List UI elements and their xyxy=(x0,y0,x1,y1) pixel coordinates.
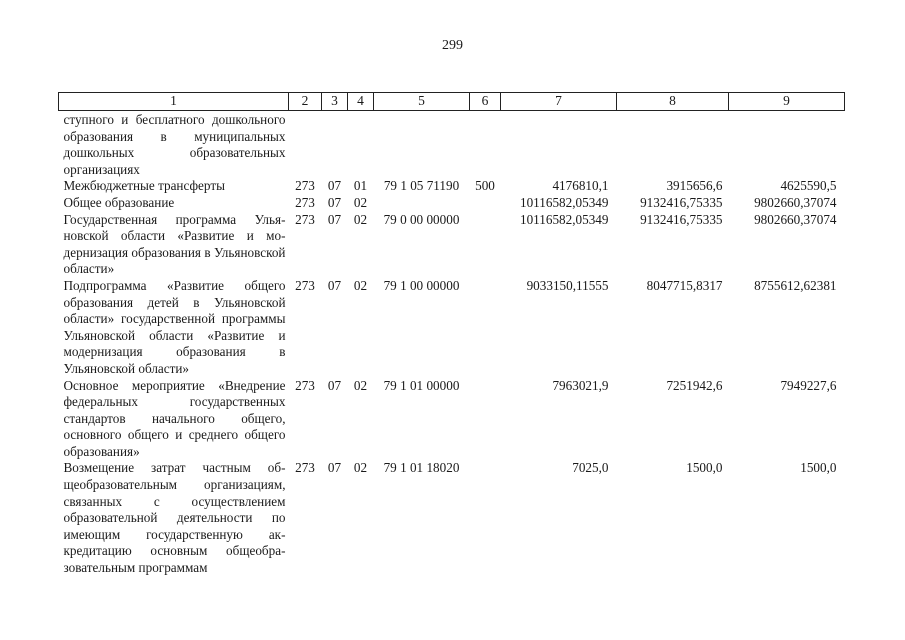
row-amount-col7: 10116582,05349 xyxy=(519,194,609,210)
row-amount-col9: 9802660,37074 xyxy=(754,194,837,210)
header-col-6: 6 xyxy=(470,93,501,111)
row-expense-type xyxy=(470,278,501,378)
row-name: Подпрограмма «Развитие общего образования детей в Ульяновской области» государственной программы Ульяновской области «Развитие и модернизация образования в Ульяновской области» xyxy=(63,277,286,376)
row-amount-col7: 7025,0 xyxy=(572,460,609,476)
row-amount-col9: 1500,0 xyxy=(800,460,837,476)
row-section-code xyxy=(322,111,348,179)
row-section-code: 07 xyxy=(327,194,342,210)
row-amount-col8: 7251942,6 xyxy=(666,377,723,393)
row-amount-col7: 9033150,11555 xyxy=(526,277,609,293)
row-subsection-code: 02 xyxy=(353,460,368,476)
row-name: Межбюджетные трансферты xyxy=(63,178,225,194)
row-target-code: 79 1 00 00000 xyxy=(383,277,460,293)
row-expense-type xyxy=(470,460,501,576)
row-amount-col7: 10116582,05349 xyxy=(519,211,609,227)
row-subsection-code: 02 xyxy=(353,211,368,227)
row-name: Возмещение затрат частным общеобразовательным организациям, связанных с осуществлением образовательной деятельности по имеющим государственную аккредитацию основным общеобразовательным программам xyxy=(63,460,286,576)
header-col-8: 8 xyxy=(617,93,729,111)
row-ministry-code: 273 xyxy=(295,194,315,210)
row-ministry-code xyxy=(289,111,322,179)
row-expense-type xyxy=(470,378,501,461)
header-col-4: 4 xyxy=(348,93,374,111)
row-section-code: 07 xyxy=(327,178,342,194)
row-ministry-code: 273 xyxy=(295,178,315,194)
table-row xyxy=(59,460,845,576)
row-subsection-code xyxy=(348,111,374,179)
table-row xyxy=(59,178,845,195)
header-col-1: 1 xyxy=(59,93,289,111)
row-section-code: 07 xyxy=(327,460,342,476)
row-target-code: 79 1 05 71190 xyxy=(383,178,460,194)
row-ministry-code: 273 xyxy=(295,211,315,227)
table-row xyxy=(59,378,845,461)
row-amount-col8: 3915656,6 xyxy=(666,178,723,194)
row-section-code: 07 xyxy=(327,211,342,227)
row-subsection-code: 01 xyxy=(353,178,368,194)
row-target-code: 79 0 00 00000 xyxy=(383,211,460,227)
row-ministry-code: 273 xyxy=(295,377,315,393)
header-col-2: 2 xyxy=(289,93,322,111)
row-amount-col8: 9132416,75335 xyxy=(640,211,723,227)
table-row xyxy=(59,111,845,179)
table-row xyxy=(59,278,845,378)
row-target-code xyxy=(374,111,470,179)
row-amount-col8: 9132416,75335 xyxy=(640,194,723,210)
row-name: Общее образование xyxy=(63,194,175,210)
row-amount-col7: 4176810,1 xyxy=(552,178,609,194)
header-col-9: 9 xyxy=(729,93,845,111)
row-section-code: 07 xyxy=(327,377,342,393)
row-amount-col9: 8755612,62381 xyxy=(754,277,837,293)
row-name: Основное мероприятие «Внедрение федеральных государственных стандартов начального общего, основного общего и среднего общего образования» xyxy=(63,377,286,459)
header-row xyxy=(59,93,845,111)
row-ministry-code: 273 xyxy=(295,460,315,476)
row-expense-type: 500 xyxy=(475,178,495,194)
row-subsection-code: 02 xyxy=(353,277,368,293)
budget-table xyxy=(58,92,845,577)
row-amount-col8: 1500,0 xyxy=(686,460,723,476)
row-amount-col7: 7963021,9 xyxy=(552,377,609,393)
row-name: ступного и бесплатного дошкольного образования в муниципальных дошкольных образовательных организациях xyxy=(63,112,286,177)
row-amount-col9: 9802660,37074 xyxy=(754,211,837,227)
page-number: 299 xyxy=(442,38,463,53)
row-expense-type xyxy=(470,195,501,212)
row-target-code: 79 1 01 00000 xyxy=(383,377,460,393)
row-name: Государственная программа Ульяновской области «Развитие и модернизация образования в Ульяновской области» xyxy=(63,211,286,277)
row-expense-type xyxy=(470,111,501,179)
row-amount-col9: 7949227,6 xyxy=(780,377,837,393)
row-amount-col8: 8047715,8317 xyxy=(646,277,723,293)
row-amount-col9: 4625590,5 xyxy=(780,178,837,194)
row-subsection-code: 02 xyxy=(353,194,368,210)
row-section-code: 07 xyxy=(327,277,342,293)
header-col-7: 7 xyxy=(501,93,617,111)
row-expense-type xyxy=(470,212,501,278)
row-subsection-code: 02 xyxy=(353,377,368,393)
table-row xyxy=(59,195,845,212)
row-ministry-code: 273 xyxy=(295,277,315,293)
row-amount-col8 xyxy=(617,111,729,179)
row-amount-col9 xyxy=(729,111,845,179)
row-amount-col7 xyxy=(501,111,617,179)
header-col-5: 5 xyxy=(374,93,470,111)
header-col-3: 3 xyxy=(322,93,348,111)
table-row xyxy=(59,212,845,278)
table-header xyxy=(59,93,845,111)
row-target-code xyxy=(374,195,470,212)
table-body xyxy=(59,111,845,577)
row-target-code: 79 1 01 18020 xyxy=(383,460,460,476)
